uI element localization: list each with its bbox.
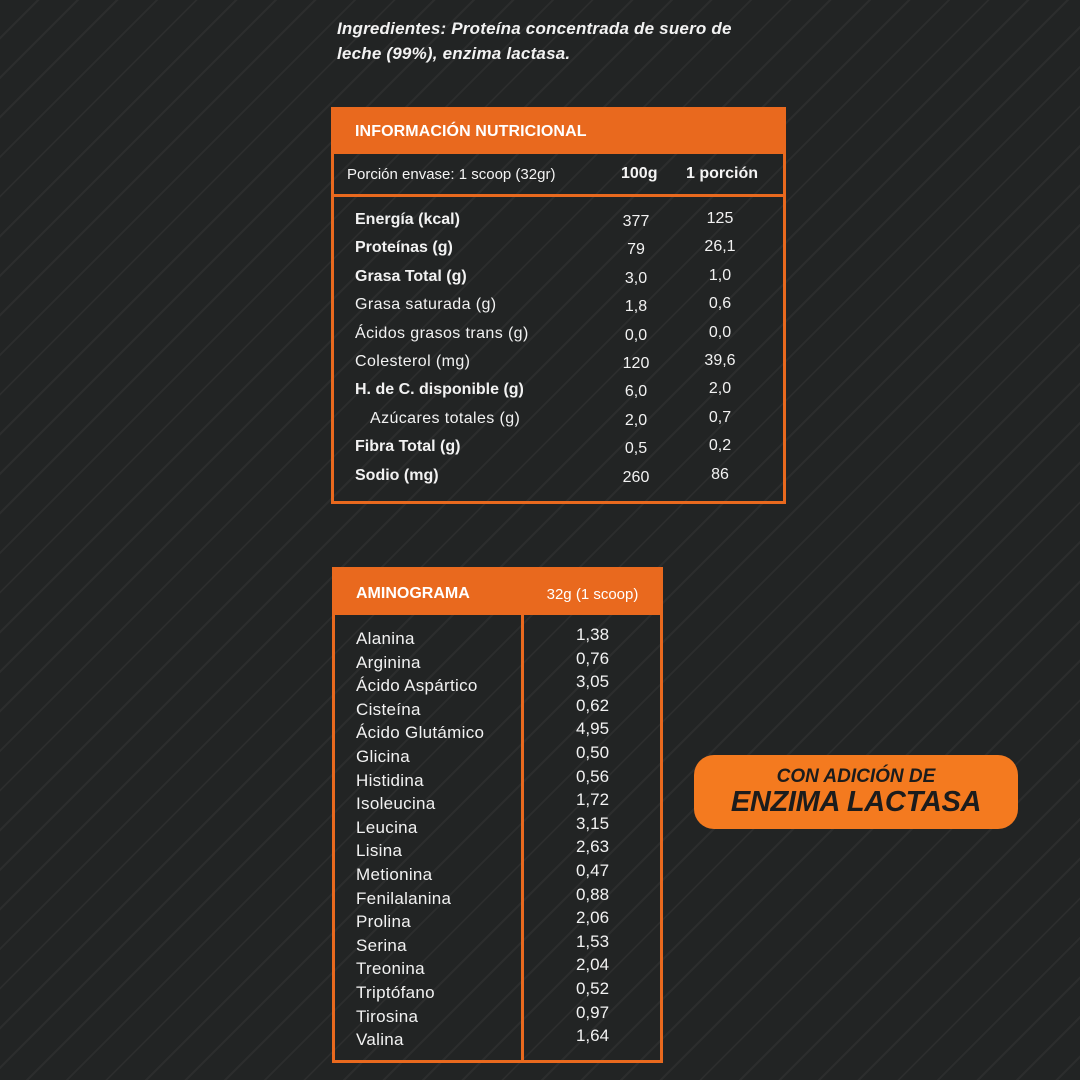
value-100g: 377 bbox=[622, 213, 650, 230]
table-row bbox=[335, 1002, 660, 1029]
nutrient-label: Sodio (mg) bbox=[355, 466, 439, 484]
table-row bbox=[335, 674, 660, 698]
amino-acid-label: Fenilalanina bbox=[356, 888, 452, 908]
value-100g: 260 bbox=[622, 468, 650, 486]
table-row bbox=[335, 813, 660, 840]
amino-acid-value: 0,56 bbox=[575, 766, 610, 786]
table-row bbox=[334, 207, 783, 235]
amino-acid-label: Glicina bbox=[356, 746, 411, 766]
portion-size: Porción envase: 1 scoop (32gr) bbox=[347, 165, 556, 183]
value-portion: 2,0 bbox=[708, 380, 732, 398]
amino-acid-value: 1,72 bbox=[575, 790, 610, 810]
table-row bbox=[335, 860, 660, 887]
table-row bbox=[335, 792, 660, 816]
table-row bbox=[335, 910, 660, 934]
amino-acid-label: Leucina bbox=[356, 817, 418, 837]
amino-acid-label: Triptófano bbox=[356, 982, 435, 1002]
amino-acid-value: 0,52 bbox=[575, 978, 610, 998]
table-row bbox=[334, 406, 783, 434]
nutrient-label: Grasa Total (g) bbox=[355, 267, 467, 285]
nutrition-title: INFORMACIÓN NUTRICIONAL bbox=[334, 110, 783, 154]
amino-acid-value: 0,47 bbox=[575, 860, 610, 880]
value-portion: 0,7 bbox=[708, 408, 732, 426]
amino-acid-value: 1,38 bbox=[575, 625, 610, 644]
table-row bbox=[335, 978, 660, 1005]
aminogram-header bbox=[335, 570, 660, 615]
amino-acid-value: 3,15 bbox=[575, 813, 610, 833]
table-row bbox=[335, 766, 660, 793]
table-row bbox=[335, 627, 660, 651]
value-portion: 0,0 bbox=[708, 323, 732, 341]
value-portion: 86 bbox=[711, 465, 729, 483]
value-portion: 0,6 bbox=[708, 295, 732, 313]
nutrient-label: Grasa saturada (g) bbox=[355, 296, 497, 314]
column-header-100g: 100g bbox=[621, 165, 658, 182]
table-row bbox=[334, 235, 783, 263]
table-row bbox=[334, 463, 783, 491]
nutrient-label: Ácidos grasos trans (g) bbox=[355, 324, 529, 342]
amino-acid-label: Valina bbox=[356, 1030, 404, 1050]
amino-acid-value: 0,50 bbox=[575, 742, 610, 762]
value-100g: 120 bbox=[622, 354, 650, 372]
amino-acid-label: Treonina bbox=[356, 959, 425, 979]
amino-acid-label: Histidina bbox=[356, 770, 424, 790]
value-portion: 26,1 bbox=[704, 238, 736, 256]
badge-line-1: CON ADICIÓN DE bbox=[776, 766, 936, 787]
table-row bbox=[334, 321, 783, 349]
column-header-portion: 1 porción bbox=[686, 165, 759, 182]
amino-acid-label: Alanina bbox=[356, 629, 415, 648]
amino-acid-label: Ácido Aspártico bbox=[356, 676, 478, 696]
amino-acid-value: 1,53 bbox=[575, 931, 610, 951]
lactase-badge bbox=[694, 755, 1018, 829]
table-row bbox=[335, 695, 660, 722]
amino-acid-label: Cisteína bbox=[356, 699, 421, 719]
amino-acid-value: 0,62 bbox=[575, 695, 610, 715]
amino-acid-value: 0,76 bbox=[575, 648, 610, 668]
nutrition-rows bbox=[334, 197, 783, 491]
table-row bbox=[335, 648, 660, 675]
amino-acid-value: 2,04 bbox=[575, 955, 610, 975]
table-row bbox=[335, 742, 660, 769]
table-row bbox=[334, 292, 783, 320]
aminogram-title: AMINOGRAMA bbox=[356, 585, 470, 602]
nutrient-label: H. de C. disponible (g) bbox=[355, 381, 524, 399]
nutrient-label: Azúcares totales (g) bbox=[370, 409, 521, 427]
nutrient-label: Proteínas (g) bbox=[355, 239, 453, 257]
table-row bbox=[334, 434, 783, 462]
value-100g: 0,0 bbox=[624, 326, 648, 344]
value-portion: 39,6 bbox=[704, 351, 736, 369]
nutrition-column-headers bbox=[334, 154, 783, 197]
amino-acid-label: Ácido Glutámico bbox=[356, 723, 485, 743]
amino-acid-label: Isoleucina bbox=[356, 794, 436, 814]
table-row bbox=[334, 264, 783, 292]
amino-acid-value: 2,06 bbox=[575, 908, 610, 928]
amino-acid-value: 0,97 bbox=[575, 1002, 610, 1022]
amino-acid-label: Arginina bbox=[356, 652, 421, 672]
amino-acid-label: Lisina bbox=[356, 841, 403, 861]
table-row bbox=[335, 931, 660, 958]
value-100g: 3,0 bbox=[624, 269, 648, 287]
value-100g: 6,0 bbox=[624, 383, 648, 401]
ingredients-body: Proteína concentrada de suero de leche (99%), enzima lactasa. bbox=[337, 19, 732, 63]
amino-acid-value: 4,95 bbox=[575, 719, 610, 739]
aminogram-rows bbox=[335, 627, 660, 1052]
aminogram-table bbox=[332, 567, 663, 1063]
table-row bbox=[335, 1028, 660, 1052]
nutrient-label: Colesterol (mg) bbox=[355, 352, 471, 370]
table-row bbox=[335, 884, 660, 911]
value-100g: 79 bbox=[627, 241, 645, 259]
amino-acid-label: Serina bbox=[356, 935, 407, 955]
value-portion: 0,2 bbox=[708, 437, 732, 455]
aminogram-column-header: 32g (1 scoop) bbox=[546, 586, 639, 603]
amino-acid-value: 1,64 bbox=[575, 1026, 610, 1046]
table-row bbox=[334, 349, 783, 377]
value-100g: 0,5 bbox=[624, 440, 648, 458]
amino-acid-label: Prolina bbox=[356, 912, 412, 932]
amino-acid-value: 2,63 bbox=[575, 837, 610, 857]
value-portion: 1,0 bbox=[708, 266, 732, 284]
value-100g: 1,8 bbox=[624, 298, 648, 316]
nutrient-label: Energía (kcal) bbox=[355, 211, 460, 228]
ingredients-text bbox=[337, 16, 777, 66]
table-row bbox=[335, 957, 660, 981]
nutrition-table bbox=[331, 107, 786, 504]
table-row bbox=[335, 839, 660, 863]
table-row bbox=[335, 721, 660, 745]
amino-acid-value: 3,05 bbox=[575, 672, 610, 692]
nutrient-label: Fibra Total (g) bbox=[355, 438, 461, 456]
badge-line-2: ENZIMA LACTASA bbox=[730, 786, 982, 818]
amino-acid-value: 0,88 bbox=[575, 884, 610, 904]
amino-acid-label: Tirosina bbox=[356, 1006, 419, 1026]
amino-acid-label: Metionina bbox=[356, 864, 433, 884]
value-100g: 2,0 bbox=[624, 411, 648, 429]
table-row bbox=[334, 377, 783, 405]
ingredients-label: Ingredientes: bbox=[337, 19, 447, 38]
value-portion: 125 bbox=[706, 210, 734, 227]
